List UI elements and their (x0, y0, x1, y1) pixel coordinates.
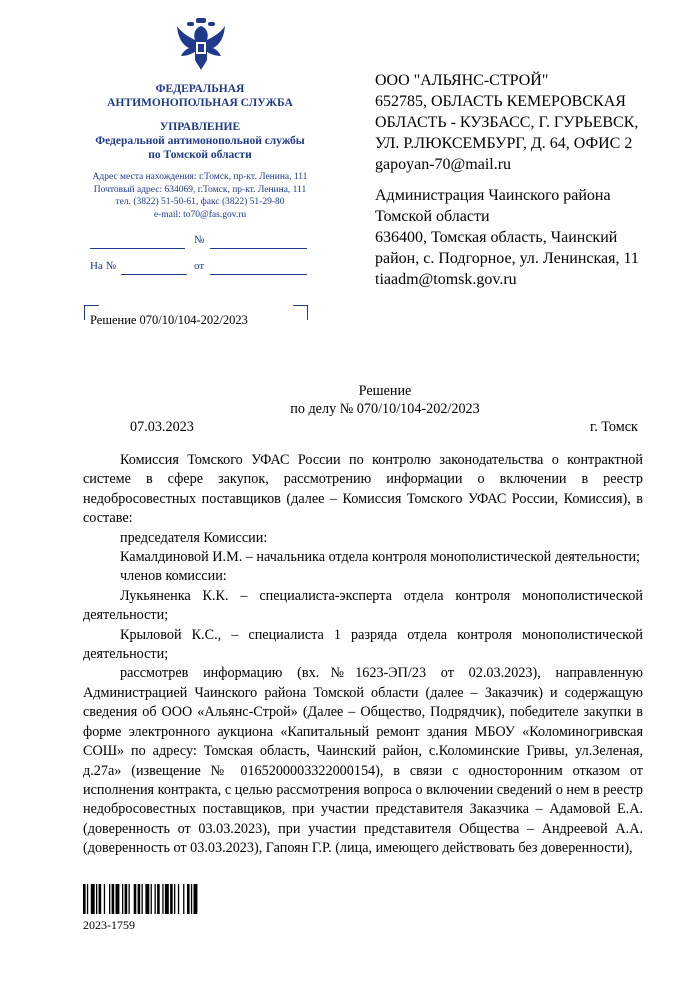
barcode-bar (129, 884, 130, 914)
recipient-company-email: gapoyan-70@mail.ru (375, 156, 512, 173)
dept-name-line1: УПРАВЛЕНИЕ (159, 121, 241, 133)
outgoing-date-line (90, 248, 185, 249)
org-address-line1: Адрес места нахождения: г.Томск, пр-кт. Ленина, 111 (92, 172, 308, 182)
body-paragraph-members-label: членов комиссии: (120, 568, 227, 585)
barcode-bar (99, 884, 102, 914)
barcode-bar (109, 884, 110, 914)
recipient-administration-line4: район, с. Подгорное, ул. Ленинская, 11 (375, 250, 639, 267)
dept-name-line3: по Томской области (148, 149, 252, 161)
decision-case-number: по делу № 070/10/104-202/2023 (290, 401, 480, 417)
barcode-bar (155, 884, 156, 914)
ref-number-line (121, 274, 187, 275)
body-paragraph-commission: Комиссия Томского УФАС России по контролю законодательства о контрактной системе в сфере закупок, рассмотрению информации о включении в реестр недобросовестных поставщиков (далее – Комиссия Томского УФАС России, Комиссия), в составе: (83, 452, 643, 527)
barcode-bar (191, 884, 192, 914)
recipient-company-line3: ОБЛАСТЬ - КУЗБАСС, Г. ГУРЬЕВСК, (375, 114, 639, 131)
ref-date-label: от (194, 260, 205, 272)
body-paragraph-member1: Лукьяненка К.К. – специалиста-эксперта отдела контроля монополистической деятельности; (83, 587, 643, 624)
org-address-line3: тел. (3822) 51-50-61, факс (3822) 51-29-80 (115, 197, 285, 208)
org-name-line1: ФЕДЕРАЛЬНАЯ (155, 83, 245, 95)
org-name-line2: АНТИМОНОПОЛЬНАЯ СЛУЖБА (107, 97, 293, 109)
barcode-bar (178, 884, 179, 914)
subject-line: Решение 070/10/104-202/2023 (90, 313, 248, 327)
barcode-bar (91, 884, 95, 914)
barcode-icon (83, 884, 283, 914)
barcode-bar (116, 884, 120, 914)
barcode-bar (142, 884, 143, 914)
ref-date-line (210, 274, 307, 275)
barcode-bar (194, 884, 198, 914)
barcode-bar (96, 884, 97, 914)
outgoing-number-line (210, 248, 307, 249)
barcode-number: 2023-1759 (83, 918, 135, 932)
number-sign: № (194, 234, 205, 246)
corner-bracket-right (293, 305, 308, 320)
barcode-bar (165, 884, 169, 914)
org-address (80, 171, 320, 221)
decision-body (83, 451, 643, 859)
org-address-line2: Почтовый адрес: 634069, г.Томск, пр-кт. Ленина, 111 (93, 184, 307, 195)
recipient-company-line4: УЛ. Р.ЛЮКСЕМБУРГ, Д. 64, ОФИС 2 (375, 135, 633, 152)
org-name (80, 82, 320, 110)
barcode-bar (122, 884, 123, 914)
barcode-bar (183, 884, 184, 914)
body-paragraph-chair-label: председателя Комиссии: (120, 529, 268, 546)
recipient-administration (375, 185, 675, 290)
barcode-bar (157, 884, 160, 914)
barcode-bar (87, 884, 88, 914)
barcode-bar (134, 884, 137, 914)
barcode-bar (170, 884, 173, 914)
recipient-company (375, 70, 675, 175)
body-paragraph-chair: Камалдиновой И.М. – начальника отдела контроля монополистической деятельности; (120, 549, 640, 566)
recipient-company-line2: 652785, ОБЛАСТЬ КЕМЕРОВСКАЯ (375, 93, 626, 110)
barcode-bar (138, 884, 141, 914)
dept-name (80, 120, 320, 162)
coat-of-arms-icon (175, 16, 227, 72)
barcode-bar (83, 884, 86, 914)
dept-name-line2: Федеральной антимонопольной службы (95, 135, 305, 147)
barcode-bar (174, 884, 175, 914)
org-address-line4: e-mail: to70@fas.gov.ru (153, 209, 247, 220)
body-paragraph-member2: Крыловой К.С., – специалиста 1 разряда отдела контроля монополистической деятельности; (83, 626, 643, 663)
barcode-bar (145, 884, 149, 914)
decision-city: г. Томск (590, 419, 638, 435)
recipient-administration-line3: 636400, Томская область, Чаинский (375, 229, 618, 246)
barcode-bar (112, 884, 115, 914)
recipient-administration-email: tiaadm@tomsk.gov.ru (375, 271, 517, 288)
recipient-company-line1: ООО "АЛЬЯНС-СТРОЙ" (375, 72, 549, 89)
recipient-administration-line1: Администрация Чаинского района (375, 187, 611, 204)
decision-title: Решение (358, 383, 412, 399)
recipient-administration-line2: Томской области (375, 208, 490, 225)
ref-number-label: На № (90, 260, 117, 272)
barcode-bar (151, 884, 152, 914)
barcode-bar (187, 884, 190, 914)
body-paragraph-considered: рассмотрев информацию (вх.№1623-ЭП/23 от 02.03.2023), направленную Администрацией Чаинского района Томской области (далее – Заказчик) и содержащую сведения об ООО «Альянс-Строй» (Далее – Общество, Подрядчик), победителе закупки в форме электронного аукциона «Капитальный ремонт здания МБОУ «Коломиногривская СОШ» по адресу: Томская область, Чаинский район, с.Коломинские Гривы, ул.Зеленая, д.27а» (извещение № 0165200003322000154), в связи с односторонним отказом от исполнения контракта, с целью рассмотрения вопроса о включении сведений о нем в реестр недобросовестных поставщиков, при участии представителя Заказчика – Адамовой Е.А. (доверенность от 03.03.2023), при участии представителя Общества – Андреевой А.А. (доверенность от 03.03.2023), Гапоян Г.Р. (лица, имеющего действовать без доверенности), (83, 665, 643, 857)
barcode-bar (125, 884, 128, 914)
decision-date: 07.03.2023 (130, 419, 194, 435)
barcode-bar (104, 884, 105, 914)
barcode-bar (162, 884, 163, 914)
